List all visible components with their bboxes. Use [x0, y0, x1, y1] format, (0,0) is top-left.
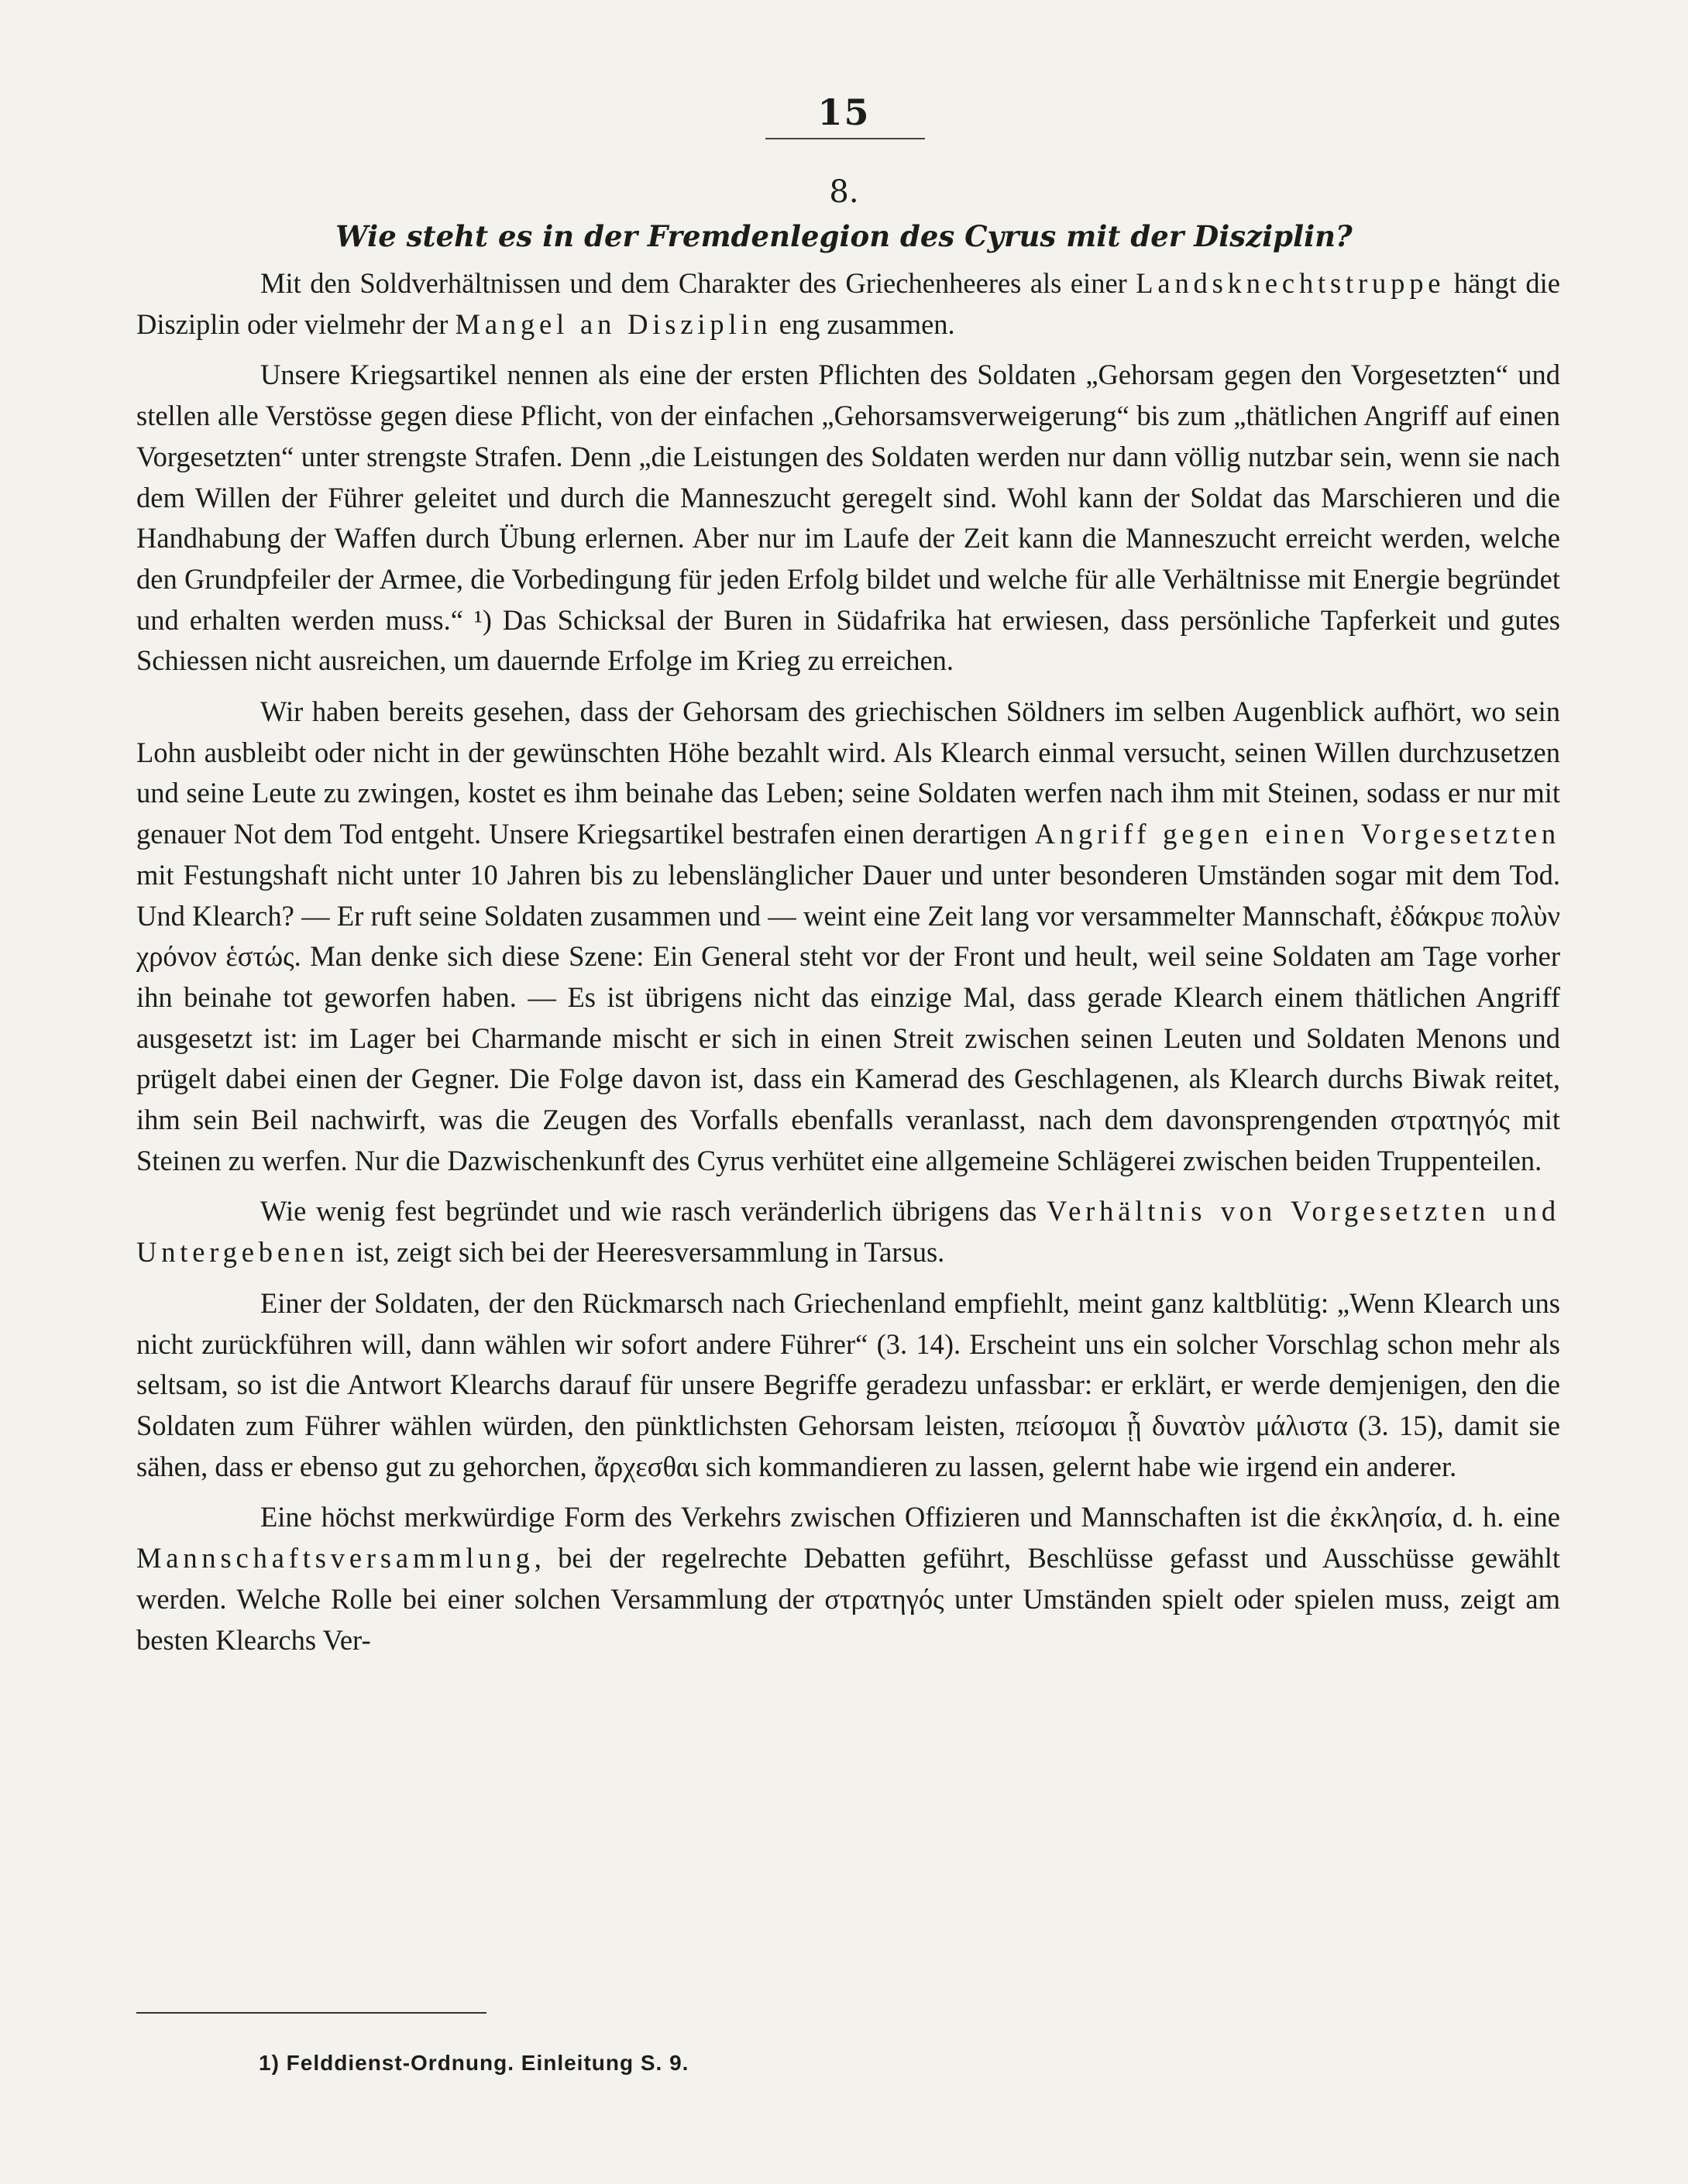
spaced-term: Landsknechtstruppe	[1136, 267, 1446, 299]
paragraph-text: hängt die Disziplin oder vielmehr der	[136, 267, 1560, 340]
paragraph-4	[136, 1191, 1560, 1272]
header-rule	[765, 138, 925, 139]
paragraph-5: Einer der Soldaten, der den Rückmarsch nach Griechenland empfiehlt, meint ganz kaltblütig: „Wenn Klearch uns nicht zurückführen will, dann wählen wir sofort andere Führer“ (3. 14). Erscheint uns ein solcher Vorschlag schon mehr als seltsam, so ist die Antwort Klearchs darauf für unsere Begriffe geradezu unfassbar: er erklärt, er werde demjenigen, den die Soldaten zum Führer wählen würden, den pünktlichsten Gehorsam leisten, πείσομαι ᾗ δυνατὸν μάλιστα (3. 15), damit sie sähen, dass er ebenso gut zu gehorchen, ἄρχεσθαι sich kommandieren zu lassen, gelernt habe wie irgend ein anderer.	[136, 1286, 1560, 1482]
paragraph-3	[136, 692, 1560, 1181]
spaced-term: Angriff gegen einen Vorgesetzten	[1034, 818, 1561, 850]
paragraph-text: , bei der regelrechte Debatten geführt, Beschlüsse gefasst und Ausschüsse gewählt werden. Welche Rolle bei einer solchen Versammlung der στρατηγός unter Umständen spielt oder spielen muss, zeigt am besten Klearchs Ver-	[136, 1542, 1560, 1656]
section-title: Wie steht es in der Fremdenlegion des Cyrus mit der Disziplin?	[335, 219, 1353, 253]
paragraph-text: ist, zeigt sich bei der Heeresversammlung in Tarsus.	[349, 1236, 945, 1269]
paragraph-text: Mit den Soldverhältnissen und dem Charakter des Griechenheeres als einer	[260, 267, 1136, 299]
paragraph-2: Unsere Kriegsartikel nennen als eine der ersten Pflichten des Soldaten „Gehorsam gegen den Vorgesetzten“ und stellen alle Verstösse gegen diese Pflicht, von der einfachen „Gehorsamsverweigerung“ bis zum „thätlichen Angriff auf einen Vorgesetzten“ unter strengste Strafen. Denn „die Leistungen des Soldaten werden nur dann völlig nutzbar sein, wenn sie nach dem Willen der Führer geleitet und durch die Manneszucht geregelt sind. Wohl kann der Soldat das Marschieren und die Handhabung der Waffen durch Übung erlernen. Aber nur im Laufe der Zeit kann die Manneszucht erreicht werden, welche den Grundpfeiler der Armee, die Vorbedingung für jeden Erfolg bildet und welche für alle Verhältnisse mit Energie begründet und erhalten werden muss.“ ¹) Das Schicksal der Buren in Südafrika hat erwiesen, dass persönliche Tapferkeit und gutes Schiessen nicht ausreichen, um dauernde Erfolge im Krieg zu erreichen.	[136, 359, 1560, 677]
footnote: 1) Felddienst-Ordnung. Einleitung S. 9.	[259, 2051, 689, 2075]
spaced-term: Mannschaftsversammlung	[136, 1542, 535, 1574]
paragraph-1	[136, 263, 1560, 345]
paragraph-text: eng zusammen.	[772, 307, 955, 340]
page-number: 15	[817, 91, 871, 133]
body-text	[136, 263, 1560, 1671]
paragraph-text: mit Festungshaft nicht unter 10 Jahren bis zu lebenslänglicher Dauer und unter besonderen Umständen sogar mit dem Tod. Und Klearch? — Er ruft seine Soldaten zusammen und — weint eine Zeit lang vor versammelter Mannschaft, ἐδάκρυε πολὺν χρόνον ἑστώς. Man denke sich diese Szene: Ein General steht vor der Front und heult, weil seine Soldaten am Tage vorher ihn beinahe tot geworfen haben. — Es ist übrigens nicht das einzige Mal, dass gerade Klearch einem thätlichen Angriff ausgesetzt ist: im Lager bei Charmande mischt er sich in einen Streit zwischen seinen Leuten und Soldaten Menons und prügelt dabei einen der Gegner. Die Folge davon ist, dass ein Kamerad des Geschlagenen, als Klearch durchs Biwak reitet, ihm sein Beil nachwirft, was die Zeugen des Vorfalls ebenfalls veranlasst, nach dem davonsprengenden στρατηγός mit Steinen zu werfen. Nur die Dazwischenkunft des Cyrus verhütet eine allgemeine Schlägerei zwischen beiden Truppenteilen.	[136, 858, 1560, 1176]
paragraph-6	[136, 1497, 1560, 1660]
section-number: 8.	[829, 174, 859, 210]
paragraph-text: Wie wenig fest begründet und wie rasch veränderlich übrigens das	[260, 1195, 1047, 1228]
footnote-rule	[136, 2012, 486, 2014]
paragraph-text: Eine höchst merkwürdige Form des Verkehrs zwischen Offizieren und Mannschaften ist die ἐκκλησία, d. h. eine	[260, 1501, 1560, 1533]
spaced-term: Verhältnis von Vorgesetzten und Untergebenen	[136, 1195, 1560, 1269]
spaced-term: Mangel an Disziplin	[455, 307, 772, 340]
paragraph-text: Wir haben bereits gesehen, dass der Gehorsam des griechischen Söldners im selben Augenblick aufhört, wo sein Lohn ausbleibt oder nicht in der gewünschten Höhe bezahlt wird. Als Klearch einmal versucht, seinen Willen durchzusetzen und seine Leute zu zwingen, kostet es ihm beinahe das Leben; seine Soldaten werfen nach ihm mit Steinen, sodass er nur mit genauer Not dem Tod entgeht. Unsere Kriegsartikel bestrafen einen derartigen	[136, 695, 1560, 850]
